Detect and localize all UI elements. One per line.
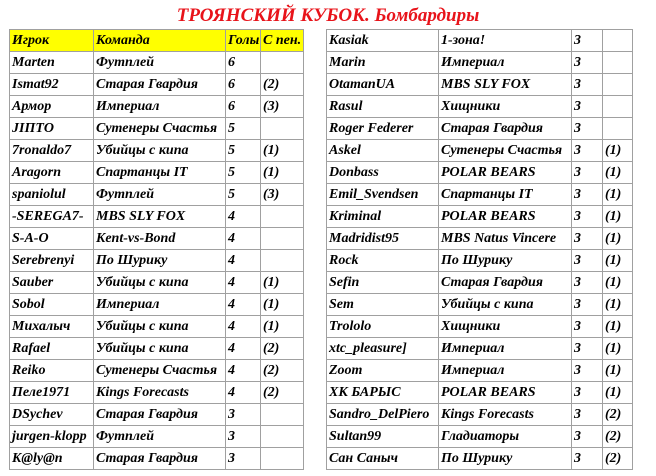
penalties-cell: (2) <box>603 448 633 470</box>
penalties-cell <box>603 74 633 96</box>
player-cell: Rasul <box>327 96 439 118</box>
player-cell: S-A-O <box>10 228 94 250</box>
team-cell: Спартанцы IT <box>94 162 226 184</box>
player-cell: Roger Federer <box>327 118 439 140</box>
goals-cell: 3 <box>226 404 261 426</box>
goals-cell: 3 <box>572 360 603 382</box>
player-cell: Sefin <box>327 272 439 294</box>
penalties-cell: (2) <box>261 338 304 360</box>
goals-cell: 3 <box>572 52 603 74</box>
table-row <box>10 426 304 448</box>
table-row <box>10 448 304 470</box>
player-cell: Marin <box>327 52 439 74</box>
team-cell: Футплей <box>94 426 226 448</box>
penalties-cell: (1) <box>603 206 633 228</box>
team-cell: Спартанцы IT <box>439 184 572 206</box>
penalties-cell: (1) <box>261 272 304 294</box>
penalties-cell <box>261 426 304 448</box>
goals-cell: 6 <box>226 96 261 118</box>
table-row <box>10 228 304 250</box>
team-cell: По Шурику <box>439 250 572 272</box>
team-cell: POLAR BEARS <box>439 162 572 184</box>
penalties-cell: (2) <box>603 426 633 448</box>
penalties-cell: (1) <box>261 140 304 162</box>
team-cell: Убийцы с кипа <box>94 338 226 360</box>
table-row <box>327 206 633 228</box>
penalties-cell <box>603 52 633 74</box>
goals-cell: 5 <box>226 184 261 206</box>
team-cell: По Шурику <box>94 250 226 272</box>
penalties-cell <box>261 206 304 228</box>
team-cell: Империал <box>94 96 226 118</box>
penalties-cell: (2) <box>261 382 304 404</box>
table-row <box>327 294 633 316</box>
goals-cell: 6 <box>226 74 261 96</box>
penalties-cell: (1) <box>603 162 633 184</box>
goals-cell: 3 <box>572 162 603 184</box>
goals-cell: 5 <box>226 162 261 184</box>
goals-cell: 5 <box>226 118 261 140</box>
player-cell: Trololo <box>327 316 439 338</box>
penalties-cell <box>261 250 304 272</box>
table-row <box>10 118 304 140</box>
player-cell: Aragorn <box>10 162 94 184</box>
penalties-cell <box>261 448 304 470</box>
team-cell: Старая Гвардия <box>439 118 572 140</box>
penalties-cell: (1) <box>261 294 304 316</box>
table-row <box>10 184 304 206</box>
page-title: ТРОЯНСКИЙ КУБОК. Бомбардиры <box>176 5 480 26</box>
penalties-cell: (1) <box>603 360 633 382</box>
table-row <box>10 360 304 382</box>
goals-cell: 6 <box>226 52 261 74</box>
table-row <box>327 316 633 338</box>
goals-cell: 3 <box>572 228 603 250</box>
player-cell: DSychev <box>10 404 94 426</box>
player-cell: Sobol <box>10 294 94 316</box>
player-cell: Askel <box>327 140 439 162</box>
team-cell: Империал <box>439 338 572 360</box>
team-cell: Убийцы с кипа <box>94 140 226 162</box>
player-cell: -SEREGA7- <box>10 206 94 228</box>
team-cell: Хищники <box>439 96 572 118</box>
team-cell: MBS Natus Vincere <box>439 228 572 250</box>
goals-cell: 3 <box>572 74 603 96</box>
player-cell: Zoom <box>327 360 439 382</box>
player-cell: Сан Саныч <box>327 448 439 470</box>
goals-cell: 4 <box>226 250 261 272</box>
player-cell: K@ly@n <box>10 448 94 470</box>
goals-cell: 4 <box>226 294 261 316</box>
table-row <box>10 294 304 316</box>
team-cell: Старая Гвардия <box>94 448 226 470</box>
team-cell: 1-зона! <box>439 30 572 52</box>
table-row <box>10 250 304 272</box>
goals-cell: 4 <box>226 206 261 228</box>
player-cell: Rock <box>327 250 439 272</box>
penalties-cell: (2) <box>261 360 304 382</box>
goals-cell: 3 <box>572 404 603 426</box>
table-row <box>10 382 304 404</box>
goals-cell: 3 <box>572 96 603 118</box>
table-row <box>10 52 304 74</box>
goals-cell: 3 <box>572 184 603 206</box>
table-row <box>10 272 304 294</box>
penalties-cell: (1) <box>603 382 633 404</box>
table-row <box>327 52 633 74</box>
table-row <box>10 206 304 228</box>
table-row <box>327 184 633 206</box>
team-cell: Убийцы с кипа <box>94 272 226 294</box>
table-row <box>10 74 304 96</box>
team-cell: Kings Forecasts <box>439 404 572 426</box>
table-row <box>10 162 304 184</box>
goals-cell: 3 <box>226 426 261 448</box>
table-row <box>327 338 633 360</box>
team-cell: Старая Гвардия <box>94 74 226 96</box>
table-row <box>327 118 633 140</box>
goals-cell: 4 <box>226 382 261 404</box>
header-team: Команда <box>94 30 226 52</box>
penalties-cell: (1) <box>603 228 633 250</box>
player-cell: Kriminal <box>327 206 439 228</box>
team-cell: Убийцы с кипа <box>94 316 226 338</box>
player-cell: JIПТО <box>10 118 94 140</box>
goals-cell: 3 <box>572 338 603 360</box>
scorers-table-right <box>326 29 633 470</box>
header-player: Игрок <box>10 30 94 52</box>
penalties-cell: (2) <box>261 74 304 96</box>
goals-cell: 4 <box>226 316 261 338</box>
goals-cell: 5 <box>226 140 261 162</box>
penalties-cell: (2) <box>603 404 633 426</box>
header-penalties: С пен. <box>261 30 304 52</box>
goals-cell: 3 <box>572 448 603 470</box>
player-cell: Rafael <box>10 338 94 360</box>
goals-cell: 3 <box>572 250 603 272</box>
table-header-row <box>10 30 304 52</box>
team-cell: Kings Forecasts <box>94 382 226 404</box>
goals-cell: 3 <box>572 140 603 162</box>
player-cell: OtamanUA <box>327 74 439 96</box>
team-cell: POLAR BEARS <box>439 382 572 404</box>
team-cell: Империал <box>439 52 572 74</box>
penalties-cell: (1) <box>603 250 633 272</box>
penalties-cell: (1) <box>603 316 633 338</box>
player-cell: Sandro_DelPiero <box>327 404 439 426</box>
player-cell: xtc_pleasure] <box>327 338 439 360</box>
player-cell: Sultan99 <box>327 426 439 448</box>
penalties-cell: (1) <box>261 162 304 184</box>
goals-cell: 4 <box>226 338 261 360</box>
table-row <box>327 250 633 272</box>
penalties-cell: (3) <box>261 96 304 118</box>
player-cell: Serebrenyi <box>10 250 94 272</box>
penalties-cell: (1) <box>603 184 633 206</box>
player-cell: spaniolul <box>10 184 94 206</box>
team-cell: POLAR BEARS <box>439 206 572 228</box>
penalties-cell: (1) <box>603 140 633 162</box>
team-cell: Хищники <box>439 316 572 338</box>
team-cell: Kent-vs-Bond <box>94 228 226 250</box>
table-row <box>327 228 633 250</box>
table-row <box>10 338 304 360</box>
penalties-cell <box>603 30 633 52</box>
goals-cell: 3 <box>572 30 603 52</box>
table-row <box>327 140 633 162</box>
team-cell: Старая Гвардия <box>439 272 572 294</box>
penalties-cell <box>603 118 633 140</box>
table-row <box>327 74 633 96</box>
player-cell: Reiko <box>10 360 94 382</box>
player-cell: jurgen-klopp <box>10 426 94 448</box>
player-cell: Madridist95 <box>327 228 439 250</box>
table-row <box>10 96 304 118</box>
header-goals: Голы <box>226 30 261 52</box>
player-cell: Ismat92 <box>10 74 94 96</box>
player-cell: Emil_Svendsen <box>327 184 439 206</box>
goals-cell: 3 <box>572 382 603 404</box>
goals-cell: 3 <box>572 294 603 316</box>
player-cell: Sem <box>327 294 439 316</box>
player-cell: Sauber <box>10 272 94 294</box>
goals-cell: 3 <box>572 118 603 140</box>
player-cell: 7ronaldo7 <box>10 140 94 162</box>
table-row <box>327 30 633 52</box>
goals-cell: 3 <box>572 316 603 338</box>
goals-cell: 4 <box>226 360 261 382</box>
goals-cell: 3 <box>572 426 603 448</box>
team-cell: Футплей <box>94 52 226 74</box>
goals-cell: 3 <box>572 206 603 228</box>
table-row <box>327 404 633 426</box>
penalties-cell: (1) <box>603 272 633 294</box>
penalties-cell <box>261 118 304 140</box>
player-cell: Donbass <box>327 162 439 184</box>
table-row <box>327 162 633 184</box>
goals-cell: 3 <box>572 272 603 294</box>
team-cell: MBS SLY FOX <box>439 74 572 96</box>
team-cell: Сутенеры Счастья <box>94 118 226 140</box>
table-row <box>327 272 633 294</box>
team-cell: Старая Гвардия <box>94 404 226 426</box>
team-cell: Империал <box>94 294 226 316</box>
team-cell: Сутенеры Счастья <box>94 360 226 382</box>
table-row <box>10 316 304 338</box>
penalties-cell: (1) <box>603 294 633 316</box>
table-row <box>10 140 304 162</box>
table-row <box>327 96 633 118</box>
team-cell: По Шурику <box>439 448 572 470</box>
penalties-cell: (1) <box>261 316 304 338</box>
team-cell: Футплей <box>94 184 226 206</box>
table-row <box>10 404 304 426</box>
player-cell: Армор <box>10 96 94 118</box>
table-row <box>327 426 633 448</box>
goals-cell: 4 <box>226 272 261 294</box>
player-cell: Михалыч <box>10 316 94 338</box>
team-cell: MBS SLY FOX <box>94 206 226 228</box>
penalties-cell <box>603 96 633 118</box>
penalties-cell: (3) <box>261 184 304 206</box>
penalties-cell: (1) <box>603 338 633 360</box>
goals-cell: 3 <box>226 448 261 470</box>
table-row <box>327 360 633 382</box>
penalties-cell <box>261 52 304 74</box>
player-cell: Kasiak <box>327 30 439 52</box>
player-cell: Marten <box>10 52 94 74</box>
penalties-cell <box>261 228 304 250</box>
table-row <box>327 448 633 470</box>
team-cell: Убийцы с кипа <box>439 294 572 316</box>
team-cell: Сутенеры Счастья <box>439 140 572 162</box>
goals-cell: 4 <box>226 228 261 250</box>
penalties-cell <box>261 404 304 426</box>
table-row <box>327 382 633 404</box>
player-cell: Пеле1971 <box>10 382 94 404</box>
player-cell: ХК БАРЫС <box>327 382 439 404</box>
team-cell: Гладиаторы <box>439 426 572 448</box>
team-cell: Империал <box>439 360 572 382</box>
scorers-table-left <box>9 29 304 470</box>
